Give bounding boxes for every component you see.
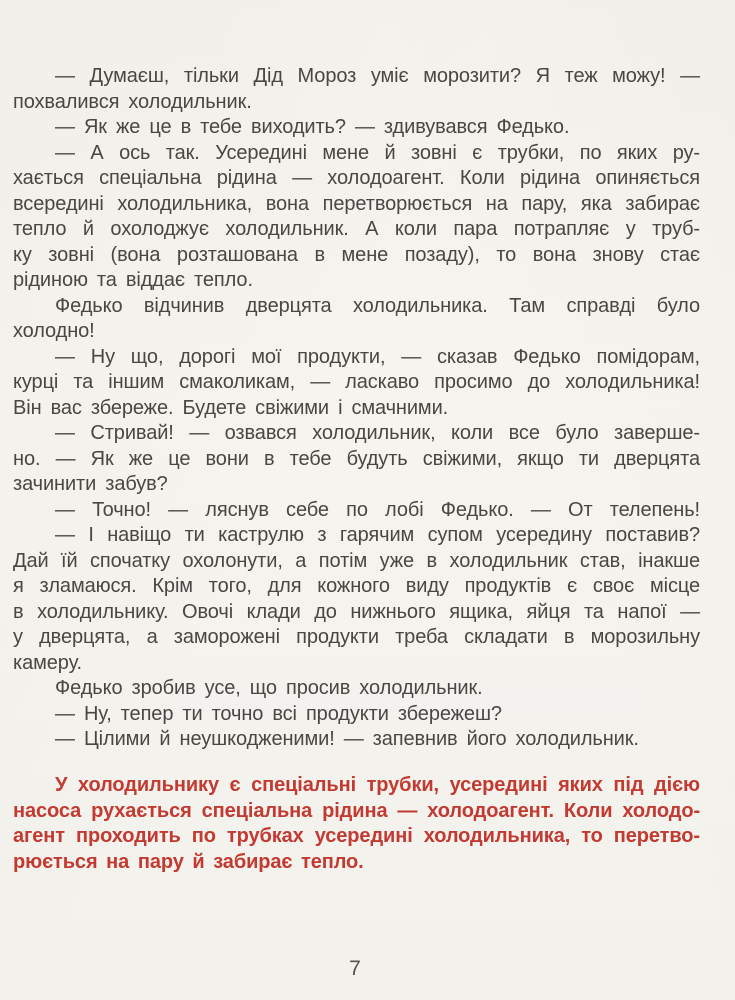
story-line: курці та іншим смаколикам, — ласкаво просимо до холодильника! — [13, 371, 700, 393]
story-line: Федько відчинив дверцята холодильника. Там справді було — [55, 294, 700, 317]
story-line: Федько зробив усе, що просив холодильник. — [55, 677, 483, 699]
story-text — [13, 64, 700, 753]
story-line: — Ну, тепер ти точно всі продукти збережеш? — [55, 702, 502, 725]
story-line: ку зовні (вона розташована в мене позаду), то вона знову стає — [13, 243, 700, 266]
story-line: — Ну що, дорогі мої продукти, — сказав Федько помідорам, — [55, 345, 700, 368]
story-line: в холодильнику. Овочі клади до нижнього ящика, яйця та напої — — [13, 600, 700, 623]
story-line: — Стривай! — озвався холодильник, коли все було заверше- — [55, 422, 700, 444]
fact-line: рюється на пару й забирає тепло. — [13, 850, 364, 873]
story-line: камеру. — [13, 651, 82, 674]
fact-summary-box — [13, 773, 700, 875]
story-line: — Думаєш, тільки Дід Мороз уміє морозити? Я теж можу! — — [55, 65, 700, 87]
story-line: тепло й охолоджує холодильник. А коли пара потрапляє у труб- — [13, 218, 700, 240]
story-line: хається спеціальна рідина — холодоагент. Коли рідина опиняється — [13, 167, 700, 189]
story-line: у дверцята, а заморожені продукти треба складати в морозильну — [13, 626, 700, 648]
story-line: холодно! — [13, 320, 95, 342]
story-line: всередині холодильника, вона перетворюється на пару, яка забирає — [13, 192, 700, 215]
fact-line: У холодильнику є спеціальні трубки, усередині яких під дією — [55, 774, 700, 796]
fact-line: агент проходить по трубках усередині холодильника, то перетво- — [13, 825, 700, 847]
story-line: похвалився холодильник. — [13, 90, 252, 113]
story-line: Він вас збереже. Будете свіжими і смачними. — [13, 396, 449, 419]
story-line: — А ось так. Усередині мене й зовні є трубки, по яких ру- — [55, 141, 700, 164]
story-line: зачинити забув? — [13, 473, 168, 495]
fact-line: насоса рухається спеціальна рідина — холодоагент. Коли холодо- — [13, 799, 700, 822]
story-line: — Як же це в тебе виходить? — здивувався Федько. — [55, 116, 570, 138]
story-line: — І навіщо ти каструлю з гарячим супом усередину поставив? — [55, 524, 700, 546]
page-number: 7 — [349, 957, 361, 980]
story-line: — Цілими й неушкодженими! — запевнив його холодильник. — [55, 728, 639, 750]
story-line: рідиною та віддає тепло. — [13, 269, 253, 291]
story-line: я зламаюся. Крім того, для кожного виду продуктів є своє місце — [13, 575, 700, 597]
story-line: — Точно! — ляснув себе по лобі Федько. — От телепень! — [55, 498, 700, 521]
story-line: Дай їй спочатку охолонути, а потім уже в холодильник став, інакше — [13, 549, 700, 572]
story-line: но. — Як же це вони в тебе будуть свіжими, якщо ти дверцята — [13, 447, 700, 470]
